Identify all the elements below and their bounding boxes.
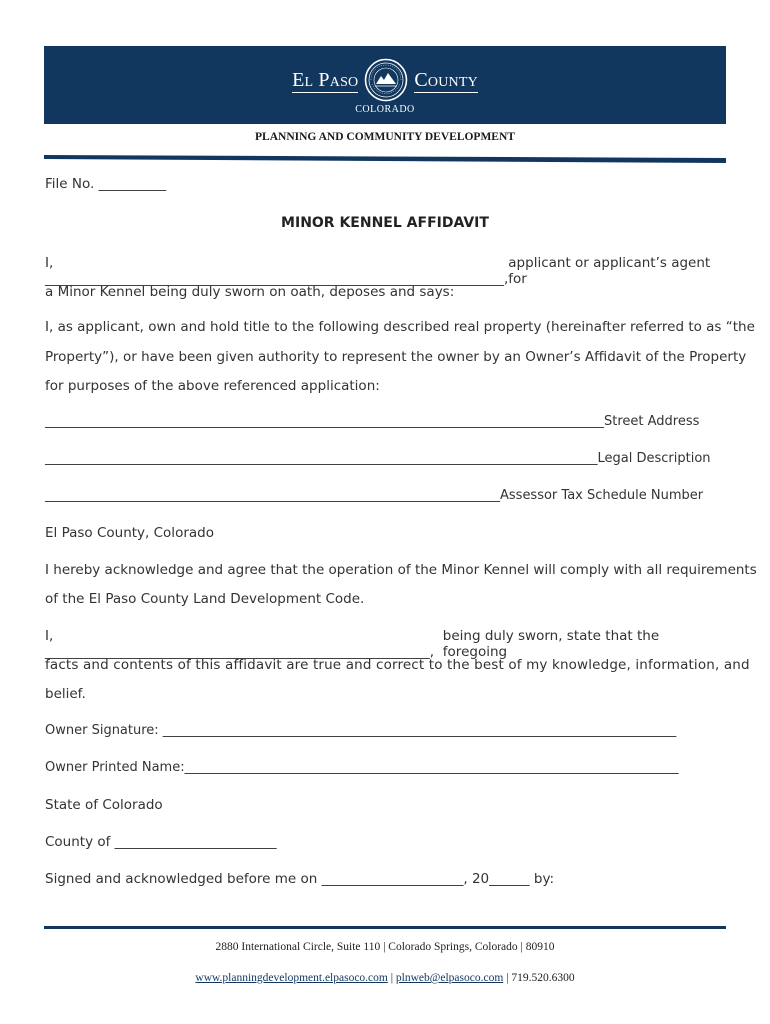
legal-description-field: _____________________________________________________________________________________Legal Description — [45, 451, 711, 466]
state-name: COLORADO — [355, 104, 415, 115]
sworn-line-1 — [45, 628, 725, 660]
sworn-name-blank: I, _________________________________________________________, — [45, 628, 435, 660]
acknowledge-line-1: I hereby acknowledge and agree that the operation of the Minor Kennel will comply with all requirements — [45, 562, 757, 578]
applicant-name-blank: I, ____________________________________________________________________, — [45, 255, 509, 287]
assessor-schedule-field: ______________________________________________________________________Assessor Tax Schedule Number — [45, 488, 704, 503]
document-title: MINOR KENNEL AFFIDAVIT — [281, 215, 489, 231]
sworn-line-3: belief. — [45, 686, 86, 702]
email-link[interactable]: plnweb@elpasoco.com — [395, 972, 504, 984]
street-address-field: ______________________________________________________________________________________Street Address — [45, 414, 700, 429]
header-divider — [44, 154, 726, 164]
brand-right: County — [414, 68, 478, 91]
footer-address: 2880 International Circle, Suite 110 | Colorado Springs, Colorado | 80910 — [215, 941, 555, 953]
department-name: PLANNING AND COMMUNITY DEVELOPMENT — [255, 131, 515, 143]
footer-separator: | — [503, 972, 512, 984]
footer-divider — [44, 926, 726, 929]
property-para-line-1: I, as applicant, own and hold title to the following described real property (hereinafter referred to as “the — [45, 319, 755, 335]
property-para-line-3: for purposes of the above referenced application: — [45, 378, 380, 394]
brand-left: El Paso — [292, 68, 359, 91]
owner-signature-field: Owner Signature: _______________________________________________________________________________ — [45, 723, 677, 738]
property-para-line-2: Property”), or have been given authority to represent the owner by an Owner’s Affidavit of the Property — [45, 349, 747, 365]
header-band — [44, 46, 726, 124]
acknowledge-line-2: of the El Paso County Land Development Code. — [45, 591, 365, 607]
signed-acknowledged-line: Signed and acknowledged before me on _____________________, 20______ by: — [45, 871, 555, 887]
oath-line: a Minor Kennel being duly sworn on oath, deposes and says: — [45, 284, 455, 300]
county-state-line: El Paso County, Colorado — [45, 525, 214, 541]
footer-separator: | — [387, 972, 396, 984]
owner-printed-name-field: Owner Printed Name:____________________________________________________________________________ — [45, 760, 679, 775]
applicant-role-text: applicant or applicant’s agent for — [508, 255, 711, 287]
footer-contact — [0, 972, 770, 984]
state-of-line: State of Colorado — [45, 797, 163, 813]
brand-logo — [44, 60, 726, 100]
sworn-line-2: facts and contents of this affidavit are true and correct to the best of my knowledge, information, and — [45, 657, 750, 673]
applicant-line — [45, 255, 725, 287]
county-of-field: County of ________________________ — [45, 834, 277, 850]
phone-number: 719.520.6300 — [511, 972, 575, 984]
file-number: File No. __________ — [45, 176, 167, 192]
sworn-statement-text: being duly sworn, state that the foregoing — [442, 628, 660, 660]
website-link[interactable]: www.planningdevelopment.elpasoco.com — [195, 972, 388, 984]
county-seal-icon — [364, 58, 408, 102]
